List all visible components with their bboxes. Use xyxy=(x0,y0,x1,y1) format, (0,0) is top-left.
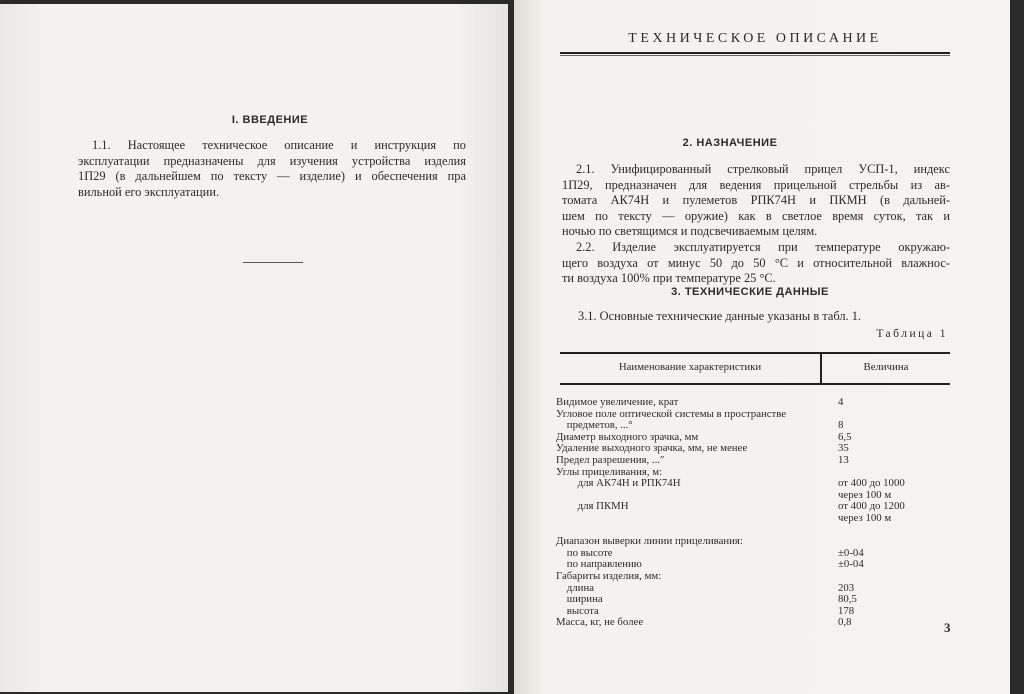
row-value: 178 xyxy=(838,604,855,617)
row-name: высота xyxy=(556,604,599,617)
table-row xyxy=(556,513,956,525)
text-line: ночью по светящимся и подсвечиваемым целям. xyxy=(562,224,818,238)
section-heading-technical-data: 3. ТЕХНИЧЕСКИЕ ДАННЫЕ xyxy=(671,286,829,298)
row-name: для АК74Н и РПК74Н xyxy=(556,477,681,490)
row-value: 203 xyxy=(838,581,855,594)
row-name: для ПКМН xyxy=(556,500,629,513)
table-row xyxy=(556,501,956,513)
table-row xyxy=(556,455,956,467)
table-header-rule xyxy=(560,383,950,385)
text-line: щего воздуха от минус 50 до 50 °С и относительной влажнос- xyxy=(562,255,950,270)
row-value: от 400 до 1200 xyxy=(838,500,905,513)
right-page xyxy=(514,0,1010,694)
text-line: 1П29, предназначен для ведения прицельной стрельбы из ав- xyxy=(562,177,950,192)
row-value: 6,5 xyxy=(838,430,852,443)
row-name: по направлению xyxy=(556,558,642,571)
table-top-rule xyxy=(560,352,950,354)
text-line: 1П29 (в дальнейшем по тексту — изделие) и обеспечения пра xyxy=(78,169,466,183)
row-value: через 100 м xyxy=(838,488,892,501)
paragraph-3-1: 3.1. Основные технические данные указаны в табл. 1. xyxy=(578,309,861,323)
section-heading-purpose: 2. НАЗНАЧЕНИЕ xyxy=(682,137,778,149)
table-row xyxy=(556,571,956,583)
page-number: 3 xyxy=(944,620,951,635)
row-name: Углы прицеливания, м: xyxy=(556,465,663,478)
table-header-value: Величина xyxy=(863,361,909,373)
table-row xyxy=(556,583,956,595)
table-row xyxy=(556,617,956,629)
table-row xyxy=(556,594,956,606)
text-line: шем по тексту — оружие) как в светлое время суток, так и xyxy=(562,208,950,223)
row-value: 13 xyxy=(838,453,849,466)
row-name: Масса, кг, не более xyxy=(556,616,644,629)
text-line: 1.1. Настоящее техническое описание и инструкция по xyxy=(92,138,466,152)
row-name: Удаление выходного зрачка, мм, не менее xyxy=(556,442,748,455)
row-value: 80,5 xyxy=(838,593,857,606)
running-title: ТЕХНИЧЕСКОЕ ОПИСАНИЕ xyxy=(628,31,882,46)
text-line: томата АК74Н и пулеметов РПК74Н и ПКМН (в дальней- xyxy=(562,193,950,207)
table-header-name: Наименование характеристики xyxy=(618,361,762,373)
row-value: ±0-04 xyxy=(838,558,864,571)
row-value: от 400 до 1000 xyxy=(838,477,905,490)
bleed-mark xyxy=(243,262,303,263)
row-name: ширина xyxy=(556,593,603,606)
row-name: длина xyxy=(556,581,595,594)
paragraph-2-1 xyxy=(562,162,950,240)
row-value: 4 xyxy=(838,396,844,408)
row-value: 35 xyxy=(838,442,849,455)
paragraph-1-1 xyxy=(78,138,466,200)
row-value: через 100 м xyxy=(838,511,892,524)
paragraph-2-2 xyxy=(562,240,950,287)
left-page xyxy=(0,4,508,692)
row-name: Предел разрешения, ...″ xyxy=(556,453,665,466)
row-value: ±0-04 xyxy=(838,546,864,559)
text-line: 2.2. Изделие эксплуатируется при температуре окружаю- xyxy=(576,240,950,254)
table-body xyxy=(556,397,956,629)
table-row xyxy=(556,536,956,548)
row-name: Угловое поле оптической системы в пространстве xyxy=(556,407,787,420)
row-name: Диапазон выверки линии прицеливания: xyxy=(556,535,743,548)
title-rule xyxy=(560,52,950,54)
table-row xyxy=(556,397,956,409)
row-name: Диаметр выходного зрачка, мм xyxy=(556,430,699,443)
title-rule-thin xyxy=(560,55,950,56)
row-name: Видимое увеличение, крат xyxy=(556,396,679,408)
text-line: эксплуатации предназначены для изучения устройства изделия xyxy=(78,153,466,168)
row-name: по высоте xyxy=(556,546,613,559)
row-value: 0,8 xyxy=(838,616,852,629)
table-caption: Таблица 1 xyxy=(876,328,948,340)
text-line: 2.1. Унифицированный стрелковый прицел УСП-1, индекс xyxy=(576,162,950,176)
row-name: Габариты изделия, мм: xyxy=(556,569,662,582)
row-name: предметов, ...° xyxy=(556,419,633,432)
text-line: ти воздуха 100% при температуре 25 °С. xyxy=(562,271,776,285)
section-heading-introduction: I. ВВЕДЕНИЕ xyxy=(231,114,309,126)
text-line: вильной его эксплуатации. xyxy=(78,184,220,199)
row-value: 8 xyxy=(838,419,844,432)
table-row xyxy=(556,478,956,490)
